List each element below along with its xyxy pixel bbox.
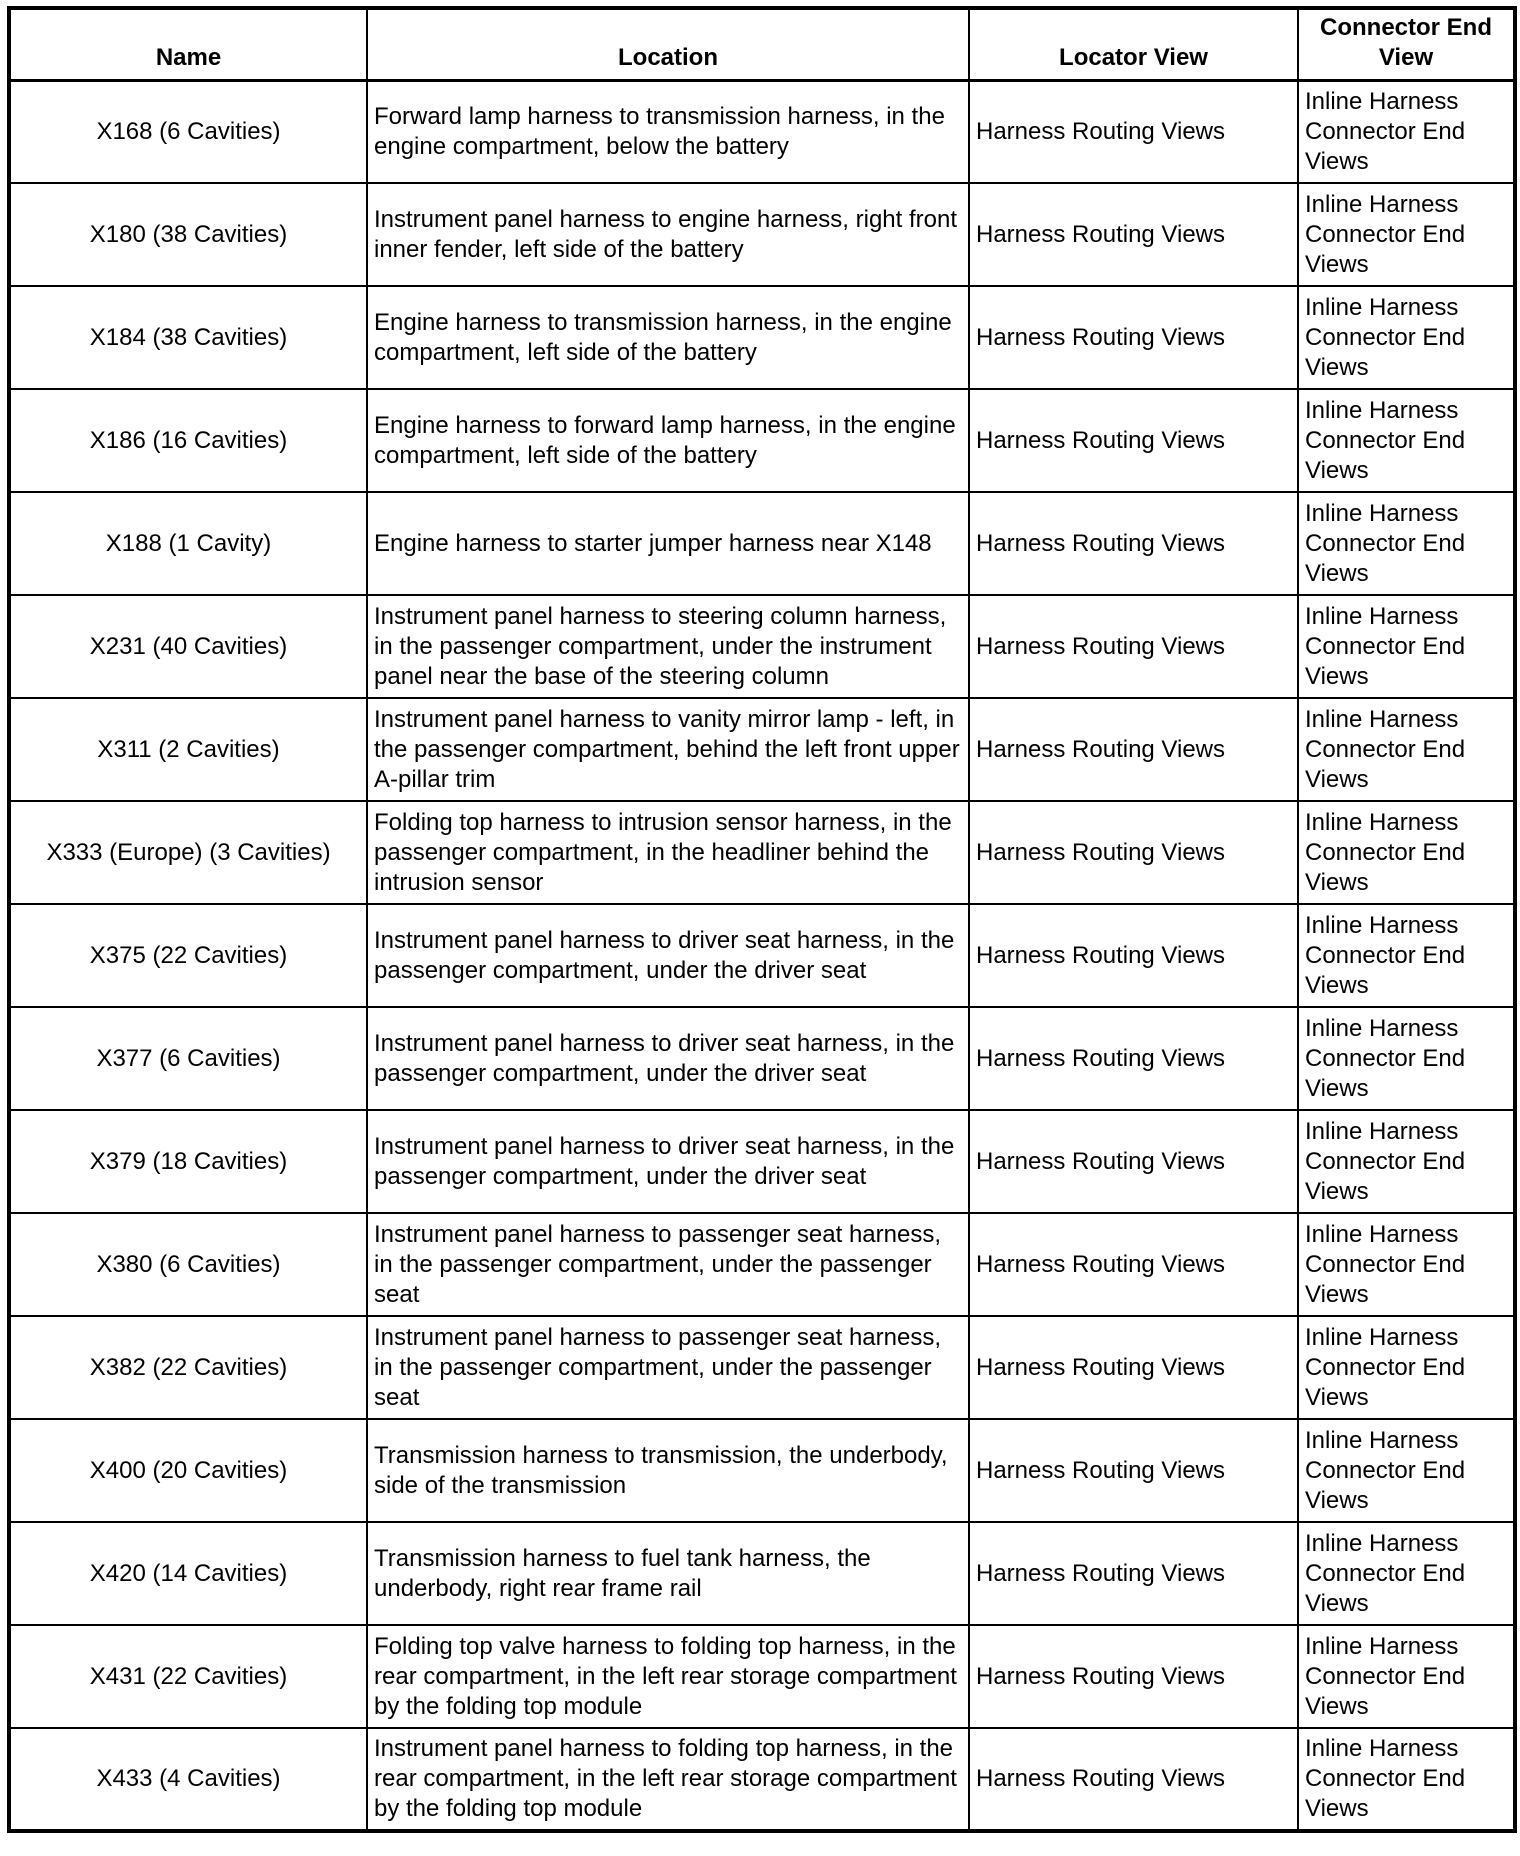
table-row xyxy=(9,698,1515,801)
cell-location: Forward lamp harness to transmission harness, in the engine compartment, below the battery xyxy=(367,80,969,183)
cell-connector-end-view: Inline Harness Connector End Views xyxy=(1298,1728,1515,1831)
table-row xyxy=(9,1522,1515,1625)
table-row xyxy=(9,389,1515,492)
cell-location: Instrument panel harness to passenger seat harness, in the passenger compartment, under the passenger seat xyxy=(367,1316,969,1419)
cell-name: X382 (22 Cavities) xyxy=(9,1316,367,1419)
table-header-row xyxy=(9,8,1515,80)
table-row xyxy=(9,80,1515,183)
cell-name: X375 (22 Cavities) xyxy=(9,904,367,1007)
cell-connector-end-view: Inline Harness Connector End Views xyxy=(1298,389,1515,492)
cell-locator-view: Harness Routing Views xyxy=(969,1625,1298,1728)
cell-location: Instrument panel harness to driver seat harness, in the passenger compartment, under the driver seat xyxy=(367,904,969,1007)
cell-name: X377 (6 Cavities) xyxy=(9,1007,367,1110)
cell-locator-view: Harness Routing Views xyxy=(969,1522,1298,1625)
cell-locator-view: Harness Routing Views xyxy=(969,1316,1298,1419)
table-row xyxy=(9,1110,1515,1213)
table-row xyxy=(9,286,1515,389)
column-header-locator-view: Locator View xyxy=(969,8,1298,80)
table-row xyxy=(9,492,1515,595)
connector-table xyxy=(7,6,1517,1833)
cell-location: Engine harness to transmission harness, in the engine compartment, left side of the battery xyxy=(367,286,969,389)
cell-connector-end-view: Inline Harness Connector End Views xyxy=(1298,904,1515,1007)
cell-location: Folding top harness to intrusion sensor harness, in the passenger compartment, in the headliner behind the intrusion sensor xyxy=(367,801,969,904)
cell-connector-end-view: Inline Harness Connector End Views xyxy=(1298,1316,1515,1419)
cell-locator-view: Harness Routing Views xyxy=(969,1728,1298,1831)
cell-locator-view: Harness Routing Views xyxy=(969,183,1298,286)
cell-location: Instrument panel harness to vanity mirror lamp - left, in the passenger compartment, behind the left front upper A-pillar trim xyxy=(367,698,969,801)
cell-locator-view: Harness Routing Views xyxy=(969,698,1298,801)
cell-name: X333 (Europe) (3 Cavities) xyxy=(9,801,367,904)
cell-locator-view: Harness Routing Views xyxy=(969,1007,1298,1110)
cell-connector-end-view: Inline Harness Connector End Views xyxy=(1298,1110,1515,1213)
cell-name: X380 (6 Cavities) xyxy=(9,1213,367,1316)
table-row xyxy=(9,595,1515,698)
cell-location: Instrument panel harness to passenger seat harness, in the passenger compartment, under the passenger seat xyxy=(367,1213,969,1316)
table-body xyxy=(9,80,1515,1831)
table-row xyxy=(9,1419,1515,1522)
cell-location: Instrument panel harness to driver seat harness, in the passenger compartment, under the driver seat xyxy=(367,1110,969,1213)
cell-location: Instrument panel harness to folding top harness, in the rear compartment, in the left rear storage compartment by the folding top module xyxy=(367,1728,969,1831)
cell-locator-view: Harness Routing Views xyxy=(969,904,1298,1007)
cell-locator-view: Harness Routing Views xyxy=(969,1110,1298,1213)
table-row xyxy=(9,1728,1515,1831)
cell-name: X379 (18 Cavities) xyxy=(9,1110,367,1213)
cell-connector-end-view: Inline Harness Connector End Views xyxy=(1298,698,1515,801)
cell-connector-end-view: Inline Harness Connector End Views xyxy=(1298,1213,1515,1316)
cell-name: X311 (2 Cavities) xyxy=(9,698,367,801)
cell-locator-view: Harness Routing Views xyxy=(969,1213,1298,1316)
table-row xyxy=(9,801,1515,904)
cell-location: Instrument panel harness to driver seat harness, in the passenger compartment, under the driver seat xyxy=(367,1007,969,1110)
table-row xyxy=(9,1007,1515,1110)
cell-name: X433 (4 Cavities) xyxy=(9,1728,367,1831)
column-header-name: Name xyxy=(9,8,367,80)
table-row xyxy=(9,1316,1515,1419)
cell-connector-end-view: Inline Harness Connector End Views xyxy=(1298,492,1515,595)
cell-locator-view: Harness Routing Views xyxy=(969,80,1298,183)
cell-connector-end-view: Inline Harness Connector End Views xyxy=(1298,1007,1515,1110)
cell-connector-end-view: Inline Harness Connector End Views xyxy=(1298,1625,1515,1728)
cell-locator-view: Harness Routing Views xyxy=(969,1419,1298,1522)
cell-connector-end-view: Inline Harness Connector End Views xyxy=(1298,286,1515,389)
cell-connector-end-view: Inline Harness Connector End Views xyxy=(1298,183,1515,286)
cell-location: Engine harness to forward lamp harness, in the engine compartment, left side of the battery xyxy=(367,389,969,492)
cell-name: X400 (20 Cavities) xyxy=(9,1419,367,1522)
cell-name: X180 (38 Cavities) xyxy=(9,183,367,286)
cell-name: X168 (6 Cavities) xyxy=(9,80,367,183)
cell-connector-end-view: Inline Harness Connector End Views xyxy=(1298,1522,1515,1625)
cell-name: X431 (22 Cavities) xyxy=(9,1625,367,1728)
cell-name: X188 (1 Cavity) xyxy=(9,492,367,595)
cell-name: X186 (16 Cavities) xyxy=(9,389,367,492)
cell-locator-view: Harness Routing Views xyxy=(969,801,1298,904)
cell-locator-view: Harness Routing Views xyxy=(969,492,1298,595)
column-header-location: Location xyxy=(367,8,969,80)
table-row xyxy=(9,904,1515,1007)
cell-connector-end-view: Inline Harness Connector End Views xyxy=(1298,595,1515,698)
cell-connector-end-view: Inline Harness Connector End Views xyxy=(1298,80,1515,183)
cell-name: X184 (38 Cavities) xyxy=(9,286,367,389)
cell-connector-end-view: Inline Harness Connector End Views xyxy=(1298,801,1515,904)
table-row xyxy=(9,1625,1515,1728)
column-header-connector-end-view: Connector End View xyxy=(1298,8,1515,80)
cell-locator-view: Harness Routing Views xyxy=(969,389,1298,492)
cell-name: X231 (40 Cavities) xyxy=(9,595,367,698)
cell-location: Transmission harness to transmission, the underbody, side of the transmission xyxy=(367,1419,969,1522)
cell-location: Transmission harness to fuel tank harness, the underbody, right rear frame rail xyxy=(367,1522,969,1625)
cell-locator-view: Harness Routing Views xyxy=(969,595,1298,698)
table-row xyxy=(9,183,1515,286)
cell-name: X420 (14 Cavities) xyxy=(9,1522,367,1625)
cell-location: Instrument panel harness to engine harness, right front inner fender, left side of the battery xyxy=(367,183,969,286)
cell-location: Folding top valve harness to folding top harness, in the rear compartment, in the left rear storage compartment by the folding top module xyxy=(367,1625,969,1728)
cell-location: Engine harness to starter jumper harness near X148 xyxy=(367,492,969,595)
cell-connector-end-view: Inline Harness Connector End Views xyxy=(1298,1419,1515,1522)
cell-location: Instrument panel harness to steering column harness, in the passenger compartment, under the instrument panel near the base of the steering column xyxy=(367,595,969,698)
cell-locator-view: Harness Routing Views xyxy=(969,286,1298,389)
table-row xyxy=(9,1213,1515,1316)
